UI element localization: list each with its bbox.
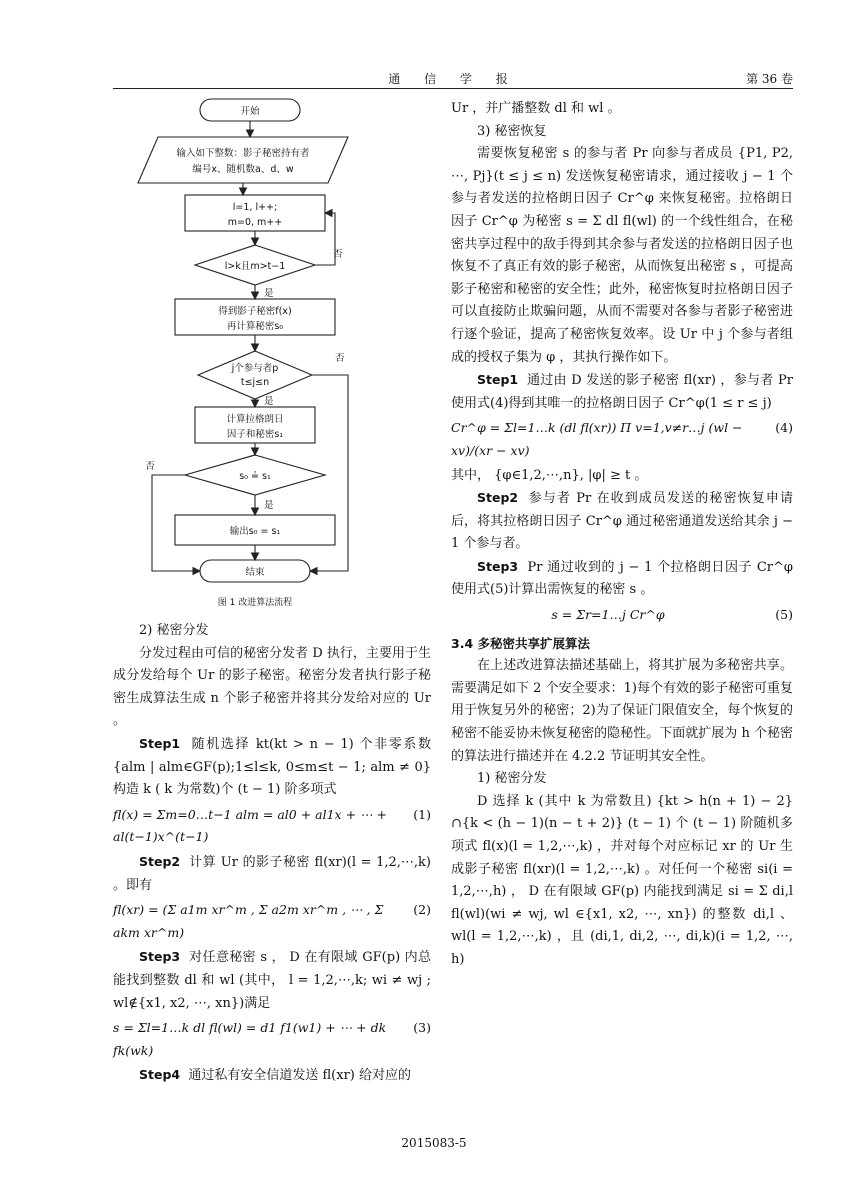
step-paragraph xyxy=(451,369,793,415)
no2-label: 否 xyxy=(335,353,345,364)
paragraph: Ur ，并广播整数 dl 和 wl 。 xyxy=(451,101,621,116)
step-text: 通过私有安全信道发送 fl(xr) 给对应的 xyxy=(188,1068,412,1084)
section-heading: 1) 秘密分发 xyxy=(477,771,547,787)
calc-label-2: 因子和秘密s₁ xyxy=(226,429,284,440)
section-heading: 3) 秘密恢复 xyxy=(477,123,547,139)
yes1-label: 是 xyxy=(264,288,274,299)
step-text: 参与者 Pr 在收到成员发送的秘密恢复申请后，将其拉格朗日因子 Cr^φ 通过秘密通道发送给其余 j − 1 个参与者。 xyxy=(451,491,794,552)
input-node xyxy=(138,137,348,183)
step-label: Step4 xyxy=(139,1067,181,1083)
calc-label-1: 计算拉格朗日 xyxy=(226,414,284,425)
journal-name: 通 信 学 报 xyxy=(388,72,518,86)
equation-2 xyxy=(113,899,431,944)
yes2-label: 是 xyxy=(264,396,274,407)
cond3-label: s₀ ≟ s₁ xyxy=(239,471,271,482)
equation-body: s = Σl=1…k dl fl(wl) = d1 f1(w1) + ⋯ + dk fk(wk) xyxy=(113,1020,387,1058)
input-label-2: 编号x、随机数a、d、w xyxy=(192,164,294,175)
no3-label: 否 xyxy=(145,461,155,472)
step-label: Step1 xyxy=(477,372,519,388)
figure-caption: 图 1 改进算法流程 xyxy=(217,598,293,608)
step-text: 对任意秘密 s ， D 在有限域 GF(p) 内总能找到整数 dl 和 wl (其中， l = 1,2,⋯,k; wi ≠ wj ; wl∉{x1, x2, ⋯, xn})满足 xyxy=(113,950,432,1011)
left-column xyxy=(113,620,431,1088)
step-paragraph xyxy=(113,946,431,1015)
yes3-label: 是 xyxy=(264,500,274,511)
volume-number: 第 36 卷 xyxy=(746,72,793,86)
init-label-2: m=0, m++ xyxy=(227,217,283,228)
step-label: Step2 xyxy=(477,490,519,506)
equation-body: fl(x) = Σm=0…t−1 alm = al0 + al1x + ⋯ + al(t−1)x^(t−1) xyxy=(113,806,387,845)
paragraph: 分发过程由可信的秘密分发者 D 执行，主要用于生成分发给每个 Ur 的影子秘密。秘密分发者执行影子秘密生成算法生成 n 个影子秘密并将其分发给对应的 Ur 。 xyxy=(113,645,431,729)
get-label-2: 再计算秘密s₀ xyxy=(226,321,284,332)
cond1-label: l>k且m>t−1 xyxy=(224,261,286,272)
output-label: 输出s₀ = s₁ xyxy=(229,526,281,537)
step-label: Step2 xyxy=(139,853,181,869)
paragraph: 需要恢复秘密 s 的参与者 Pr 向参与者成员 {P1, P2, ⋯, Pj}(t ≤ j ≤ n) 发送恢复秘密请求，通过接收 j − 1 个参与者发送的拉格朗日因子 Cr^φ 来恢复秘密。拉格朗日因子 Cr^φ 为秘密 s = Σ dl fl(wl) 的一个线性组合，在秘密共享过程中的敌手得到其余参与者发送的拉格朗日因子也恢复不了真正有效的影子秘密，从而恢复出秘密 s ，可提高影子秘密和秘密的安全性；此外，秘密恢复时拉格朗日因子可以直接防止欺骗问题，从而不需要对各参与者影子秘密进行逐个验证，提高了秘密恢复效率。设 Ur 中 j 个参与者组成的授权子集为 φ ，其执行操作如下。 xyxy=(451,146,793,365)
step-paragraph xyxy=(451,487,793,556)
end-label: 结束 xyxy=(245,567,265,578)
equation-5 xyxy=(451,604,793,627)
get-label-1: 得到影子秘密f(x) xyxy=(218,306,292,317)
equation-4 xyxy=(451,417,793,462)
equation-number: (5) xyxy=(775,607,793,623)
step-text: 随机选择 kt(kt > n − 1) 个非零系数 {alm | alm∈GF(p);1≤l≤k, 0≤m≤t − 1; alm ≠ 0} 构造 k ( k 为常数)个 (t − 1) 阶多项式 xyxy=(113,736,432,798)
page-footer: 2015083-5 xyxy=(401,1136,467,1150)
paragraph: 在上述改进算法描述基础上，将其扩展为多秘密共享。需要满足如下 2 个安全要求：1)每个有效的影子秘密可重复用于恢复另外的秘密；2)为了保证门限值安全，每个恢复的秘密不能妥协未恢复秘密的隐秘性。下面就扩展为 h 个秘密的算法进行描述并在 4.2.2 节证明其安全性。 xyxy=(451,658,793,764)
right-column xyxy=(451,98,793,972)
step-paragraph xyxy=(113,733,431,802)
equation-3 xyxy=(113,1017,431,1062)
step-label: Step3 xyxy=(477,558,519,574)
input-label-1: 输入如下整数：影子秘密持有者 xyxy=(176,148,310,159)
condition-2 xyxy=(198,351,312,399)
equation-number: (3) xyxy=(413,1020,431,1036)
equation-body: fl(xr) = (Σ a1m xr^m , Σ a2m xr^m , ⋯ , Σ akm xr^m) xyxy=(113,902,384,940)
init-label-1: l=1, l++; xyxy=(232,202,278,213)
equation-body: s = Σr=1…j Cr^φ xyxy=(551,607,665,623)
equation-number: (4) xyxy=(775,420,793,436)
no1-label: 否 xyxy=(333,249,343,260)
step-label: Step3 xyxy=(139,949,181,965)
equation-body: Cr^φ = Σl=1…k (dl fl(xr)) Π v=1,v≠r…j (wl − xv)/(xr − xv) xyxy=(451,420,743,458)
subsection-heading: 3.4 多秘密共享扩展算法 xyxy=(451,635,590,651)
paragraph: D 选择 k (其中 k 为常数且) {kt > h(n + 1) − 2} ∩{k < (h − 1)(n − t + 2)} (t − 1) 个 (t − 1) 阶随机多项式 fl(x)(l = 1,2,⋯,k) ，并对每个对应标记 xr 的 Ur 生成影子秘密 fl(xr)(l = 1,2,⋯,k) 。对任何一个秘密 si(i = 1,2,⋯,h) ， D 在有限域 GF(p) 内能找到满足 si = Σ di,l fl(wl)(wi ≠ wj, wl ∈{x1, x2, ⋯, xn}) 的整数 di,l 、 wl(l = 1,2,⋯,k) ，且 (di,1, di,2, ⋯, di,k)(i = 1,2, ⋯, h) xyxy=(451,793,793,967)
step-text: 计算 Ur 的影子秘密 fl(xr)(l = 1,2,⋯,k) 。即有 xyxy=(113,854,432,893)
running-header xyxy=(113,70,793,88)
step-text: Pr 通过收到的 j − 1 个拉格朗日因子 Cr^φ 使用式(5)计算出需恢复的秘密 s 。 xyxy=(451,559,794,598)
section-heading: 2) 秘密分发 xyxy=(139,623,209,638)
equation-number: (1) xyxy=(413,806,431,822)
step-paragraph xyxy=(451,556,793,602)
start-label: 开始 xyxy=(240,106,260,117)
header-rule xyxy=(113,88,793,89)
step-paragraph xyxy=(113,851,431,897)
equation-1 xyxy=(113,804,431,849)
flowchart-figure xyxy=(130,95,430,615)
equation-number: (2) xyxy=(413,902,431,918)
step-text: 通过由 D 发送的影子秘密 fl(xr) ，参与者 Pr 使用式(4)得到其唯一的拉格朗日因子 Cr^φ(1 ≤ r ≤ j) xyxy=(451,373,793,411)
cond2-label-1: j个参与者p xyxy=(231,363,279,374)
step-label: Step1 xyxy=(139,735,181,751)
step-paragraph xyxy=(113,1064,431,1088)
paragraph: 其中， {φ∈1,2,⋯,n}, |φ| ≥ t 。 xyxy=(451,467,648,483)
cond2-label-2: t≤j≤n xyxy=(240,377,270,388)
